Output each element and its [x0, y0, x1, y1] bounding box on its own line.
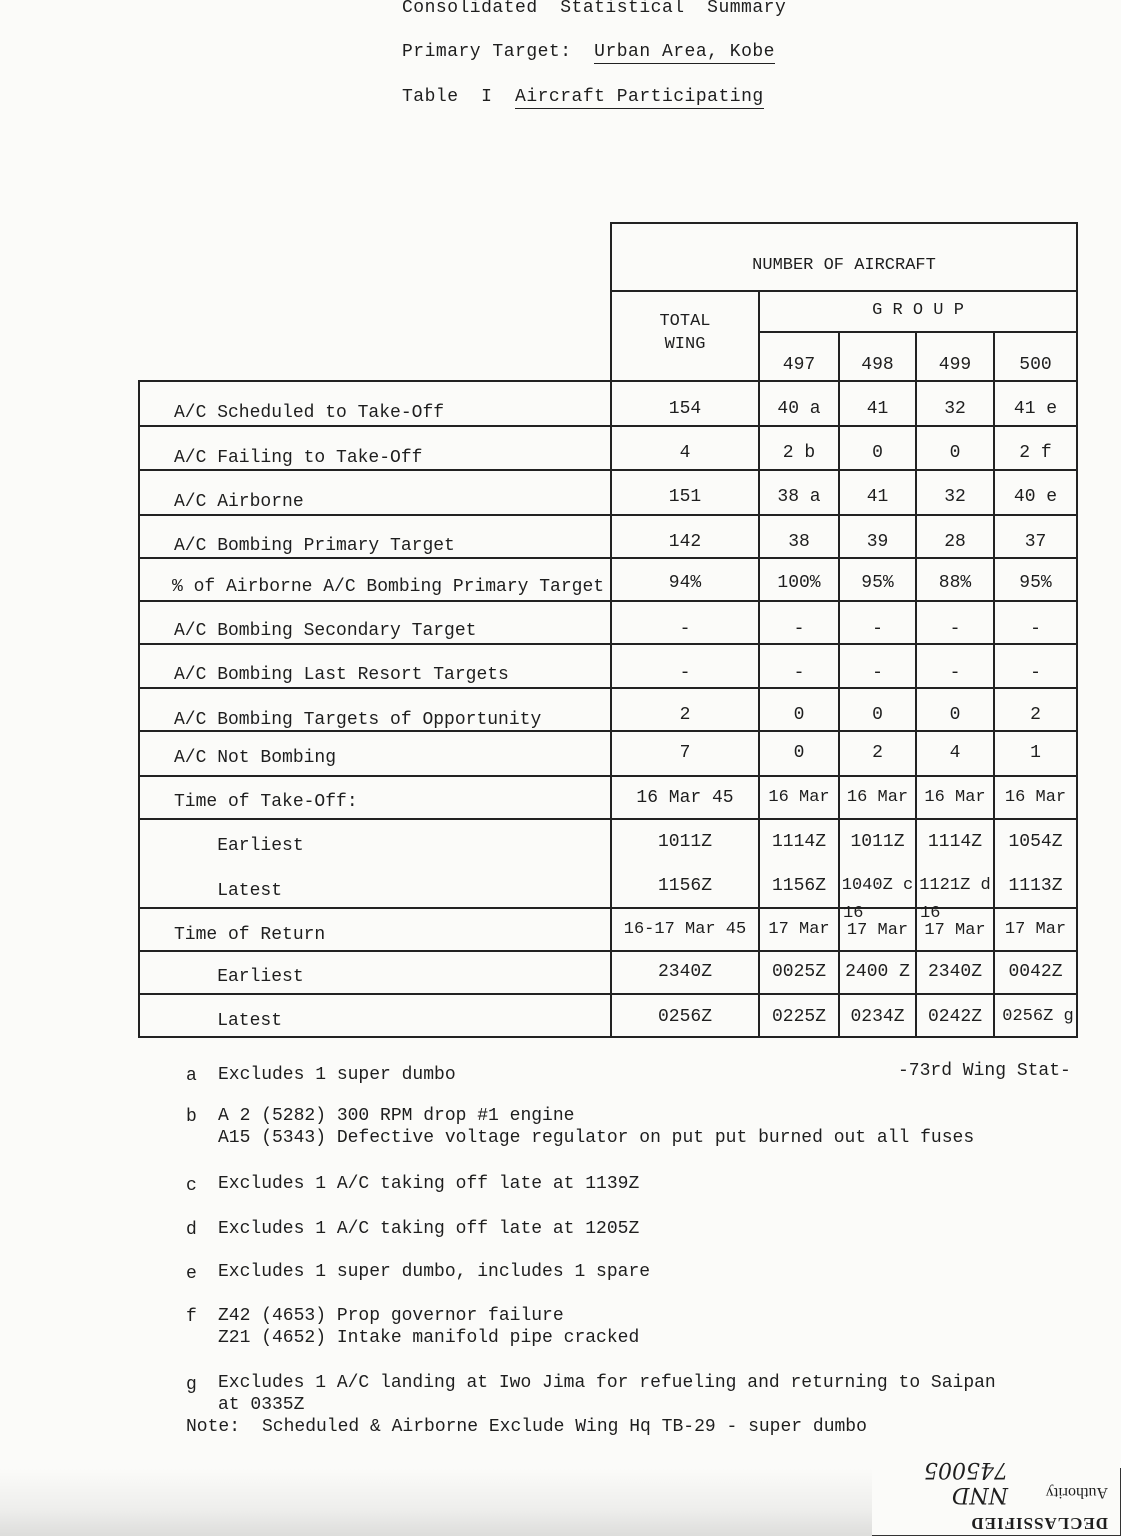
group-497-value: 2 b [782, 443, 816, 463]
row-divider [138, 818, 1078, 820]
total-wing-value: 16 Mar 45 [636, 788, 734, 808]
row-label: A/C Bombing Targets of Opportunity [174, 710, 542, 730]
row-divider [138, 775, 1078, 777]
group-499-value: 0242Z [927, 1007, 982, 1027]
group-498-header: 498 [861, 355, 894, 375]
group-500-value: 17 Mar [1004, 920, 1067, 939]
table-number: Table I [402, 87, 516, 107]
group-498-day-note: 16 [843, 904, 864, 923]
group-497-value: 100% [777, 573, 821, 593]
group-498-value: 0 [872, 443, 883, 463]
group-499-value: 28 [944, 532, 966, 552]
note-text: Scheduled & Airborne Exclude Wing Hq TB-29 - super dumbo [262, 1417, 867, 1437]
row-divider [138, 993, 1078, 995]
group-498-value: 1011Z [850, 832, 905, 852]
group-498-value: 1040Z c [841, 876, 914, 895]
table-border [138, 380, 140, 1038]
total-wing-value: 1156Z [657, 876, 712, 896]
table-caption [402, 87, 764, 107]
row-divider [138, 687, 1078, 689]
group-499-value: 17 Mar [924, 921, 986, 940]
total-wing-value: 94% [668, 573, 702, 593]
footnote-text: Excludes 1 super dumbo, includes 1 spare [218, 1262, 651, 1282]
footnote-text: A15 (5343) Defective voltage regulator on put put burned out all fuses [218, 1128, 975, 1148]
group-499-value: - [949, 663, 961, 683]
row-divider [138, 557, 1078, 559]
group-499-value: - [949, 619, 961, 639]
row-label: Time of Take-Off: [174, 792, 358, 812]
row-divider [138, 730, 1078, 732]
group-500-value: - [1030, 619, 1041, 639]
group-500-value: 40 e [1013, 487, 1058, 507]
group-498-value: 95% [861, 573, 894, 593]
row-divider [138, 514, 1078, 516]
group-499-value: 32 [944, 399, 966, 419]
group-500-value: 95% [1019, 573, 1052, 593]
group-499-value: 0 [949, 705, 961, 725]
group-498-value: 16 Mar [846, 788, 909, 807]
group-498-value: - [872, 663, 883, 683]
total-wing-value: 2 [679, 705, 691, 725]
total-wing-value: 7 [679, 743, 691, 763]
declassified-stamp [872, 1457, 1121, 1536]
table-border [758, 331, 1078, 333]
row-label: A/C Bombing Secondary Target [174, 621, 477, 641]
group-497-value: 38 [788, 532, 810, 552]
group-498-value: 41 [866, 487, 889, 507]
group-499-value: 1121Z d [919, 876, 991, 895]
group-497-header: 497 [782, 355, 816, 375]
group-497-value: - [793, 619, 805, 639]
footnote-key: b [186, 1107, 197, 1127]
group-499-value: 1114Z [927, 832, 982, 852]
source-label: -73rd Wing Stat- [898, 1061, 1071, 1081]
row-label: Earliest [174, 836, 304, 856]
footnote-key: a [186, 1066, 197, 1086]
footnote-key: e [186, 1264, 197, 1284]
footnote-key: c [186, 1176, 197, 1196]
group-499-value: 32 [944, 487, 966, 507]
footnote-text: Excludes 1 A/C taking off late at 1205Z [218, 1219, 640, 1239]
group-500-value: 0256Z g [1002, 1007, 1074, 1026]
row-label: Time of Return [174, 925, 326, 945]
total-wing-value: - [679, 619, 691, 639]
group-header: G R O U P [872, 301, 964, 320]
group-500-value: 1113Z [1008, 876, 1063, 896]
group-499-value: 4 [949, 743, 961, 763]
total-wing-value: 0256Z [657, 1007, 712, 1027]
group-499-header: 499 [938, 355, 972, 375]
group-498-value: 39 [866, 532, 889, 552]
table-border [610, 222, 1078, 224]
stamp-authority-value: NND 745005 [924, 1457, 1008, 1507]
group-500-header: 500 [1019, 355, 1052, 375]
footnote-text: at 0335Z [218, 1395, 305, 1415]
group-497-value: 0225Z [771, 1007, 826, 1027]
group-499-value: 0 [949, 443, 961, 463]
total-wing-value: - [679, 663, 691, 683]
group-499-value: 16 Mar [924, 788, 986, 807]
table-title: Aircraft Participating [515, 87, 764, 107]
group-500-value: 1 [1030, 743, 1041, 763]
footnote-text: A 2 (5282) 300 RPM drop #1 engine [218, 1106, 575, 1126]
total-wing-value: 1011Z [657, 832, 712, 852]
row-label: A/C Bombing Last Resort Targets [174, 665, 509, 685]
group-499-value: 2340Z [927, 962, 982, 982]
group-500-value: 0042Z [1008, 962, 1063, 982]
group-500-value: 16 Mar [1004, 788, 1067, 807]
group-499-value: 88% [938, 573, 972, 593]
primary-target-line [402, 42, 775, 62]
primary-target-label: Primary Target: [402, 42, 595, 62]
row-label: Earliest [174, 967, 304, 987]
group-497-value: 38 a [777, 487, 821, 507]
group-497-value: 0 [793, 743, 805, 763]
group-500-value: - [1030, 663, 1041, 683]
table-border [1076, 222, 1078, 1038]
row-label: Latest [174, 881, 283, 901]
group-497-value: 17 Mar [768, 920, 830, 939]
row-label: A/C Bombing Primary Target [174, 536, 455, 556]
total-wing-value: 142 [668, 532, 702, 552]
row-divider [138, 950, 1078, 952]
row-label: A/C Failing to Take-Off [174, 448, 423, 468]
group-498-value: 2 [872, 743, 883, 763]
row-divider [138, 1036, 1078, 1038]
row-divider [138, 425, 1078, 427]
table-border [138, 380, 1078, 382]
note-label: Note: [186, 1417, 241, 1437]
group-498-value: - [872, 619, 883, 639]
page-edge-shadow [0, 1468, 872, 1536]
footnote-key: f [186, 1307, 197, 1327]
group-497-value: 16 Mar [768, 788, 830, 807]
total-wing-value: 154 [668, 399, 702, 419]
group-500-value: 41 e [1013, 399, 1058, 419]
row-divider [138, 469, 1078, 471]
row-divider [138, 600, 1078, 602]
primary-target-value: Urban Area, Kobe [594, 42, 775, 62]
number-of-aircraft-header: NUMBER OF AIRCRAFT [752, 256, 936, 275]
group-497-value: 0 [793, 705, 805, 725]
row-label: Latest [174, 1011, 283, 1031]
total-wing-header-line2: WING [664, 335, 706, 354]
row-label: A/C Scheduled to Take-Off [174, 403, 445, 423]
total-wing-value: 151 [668, 487, 702, 507]
footnote-text: Excludes 1 A/C landing at Iwo Jima for refueling and returning to Saipan [218, 1373, 996, 1393]
group-498-value: 2400 Z [845, 962, 910, 982]
group-497-value: 1156Z [771, 876, 826, 896]
group-498-value: 0234Z [850, 1007, 905, 1027]
row-divider [138, 643, 1078, 645]
group-497-value: 40 a [777, 399, 821, 419]
footnote-text: Excludes 1 super dumbo [218, 1065, 456, 1085]
group-497-value: 1114Z [771, 832, 826, 852]
group-499-day-note: 16 [920, 904, 941, 923]
document-title: Consolidated Statistical Summary [402, 0, 787, 18]
group-500-value: 1054Z [1008, 832, 1063, 852]
group-498-value: 17 Mar [846, 921, 909, 940]
total-wing-value: 2340Z [657, 962, 712, 982]
footnote-text: Excludes 1 A/C taking off late at 1139Z [218, 1174, 640, 1194]
footnote-text: Z21 (4652) Intake manifold pipe cracked [218, 1328, 640, 1348]
group-500-value: 37 [1024, 532, 1047, 552]
total-wing-value: 4 [679, 443, 691, 463]
table-border [610, 290, 1078, 292]
total-wing-value: 16-17 Mar 45 [623, 920, 747, 939]
row-label: % of Airborne A/C Bombing Primary Target [172, 577, 605, 597]
group-500-value: 2 f [1019, 443, 1052, 463]
group-497-value: - [793, 663, 805, 683]
footnote-text: Z42 (4653) Prop governor failure [218, 1306, 564, 1326]
row-label: A/C Airborne [174, 492, 304, 512]
total-wing-header: TOTAL [659, 312, 711, 331]
group-498-value: 41 [866, 399, 889, 419]
stamp-title: DECLASSIFIED [970, 1514, 1108, 1533]
footnote-key: g [186, 1375, 197, 1395]
footnote-key: d [186, 1220, 197, 1240]
group-500-value: 2 [1030, 705, 1041, 725]
group-497-value: 0025Z [771, 962, 826, 982]
stamp-authority-label: Authority [1045, 1484, 1108, 1501]
row-label: A/C Not Bombing [174, 748, 337, 768]
group-498-value: 0 [872, 705, 883, 725]
